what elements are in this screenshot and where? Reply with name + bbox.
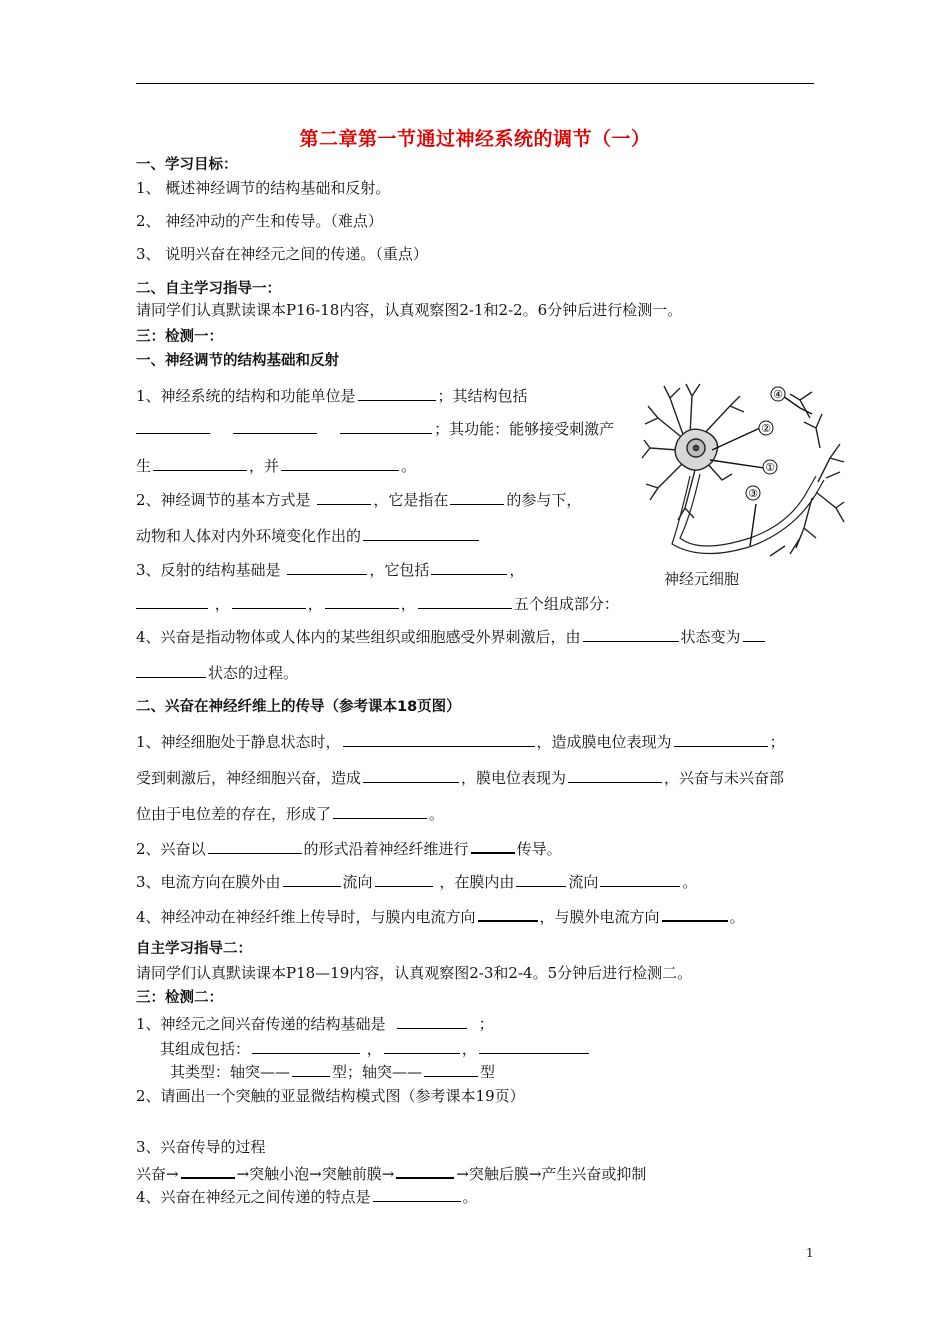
t2q3-text-b: →突触小泡→突触前膜→ — [236, 1165, 395, 1183]
q2-text-a: 2、神经调节的基本方式是 — [136, 491, 311, 509]
blank[interactable] — [363, 767, 459, 783]
question-3-line-2: ， ， ， 五个组成部分： — [136, 593, 619, 614]
guide2-heading: 自主学习指导二： — [136, 941, 252, 957]
blank[interactable] — [181, 1162, 235, 1179]
q1-text-d: 生 — [136, 457, 152, 475]
s2q1-text-b: ，造成膜电位表现为 — [536, 733, 672, 751]
blank[interactable] — [233, 418, 317, 434]
question-2-line-1 — [136, 489, 581, 510]
q3-text-a: 3、反射的结构基础是 — [136, 561, 281, 579]
q2-text-d: 动物和人体对内外环境变化作出的 — [136, 527, 362, 545]
blank[interactable] — [325, 593, 399, 609]
t2q1-text-c: 其组成包括： — [160, 1040, 251, 1058]
blank[interactable] — [232, 593, 306, 609]
top-rule — [136, 83, 814, 84]
blank[interactable] — [600, 871, 680, 887]
question-1-line-2 — [136, 418, 614, 439]
q1-text-e: ，并 — [249, 457, 280, 475]
question-1-line-3 — [136, 455, 416, 476]
q4-text-a: 4、兴奋是指动物体或人体内的某些组织或细胞感受外界刺激后，由 — [136, 628, 581, 646]
q1-text-f: 。 — [401, 457, 417, 475]
t2q1-text-h: 型 — [480, 1063, 496, 1081]
t2q1-text-e: ， — [461, 1040, 477, 1058]
s2q3-text-c: ，在膜内由 — [439, 873, 515, 891]
s2q4-text-b: ，与膜外电流方向 — [539, 908, 660, 926]
s2q2-text-b: 的形式沿着神经纤维进行 — [303, 840, 469, 858]
s2-question-1-line-3 — [136, 803, 444, 824]
t2q1-text-f: 其类型：轴突—— — [170, 1063, 291, 1081]
q1-text-a: 1、神经系统的结构和功能单位是 — [136, 387, 356, 405]
s2q3-text-b: 流向 — [342, 873, 373, 891]
t2-question-4 — [136, 1186, 478, 1207]
blank[interactable] — [373, 1186, 461, 1202]
blank[interactable] — [583, 626, 679, 642]
s2q3-text-e: 。 — [682, 873, 698, 891]
t2q3-text-a: 兴奋→ — [136, 1165, 179, 1183]
blank[interactable] — [674, 731, 768, 747]
t2q3-text-c: →突触后膜→产生兴奋或抑制 — [456, 1165, 647, 1183]
blank[interactable] — [281, 455, 399, 471]
callout-lines — [710, 394, 812, 546]
blank[interactable] — [431, 559, 507, 575]
blank[interactable] — [384, 1038, 460, 1054]
blank[interactable] — [743, 626, 765, 642]
page-title: 第二章第一节通过神经系统的调节（一） — [299, 128, 651, 150]
t2q4-text-b: 。 — [462, 1188, 478, 1206]
test1-heading: 三：检测一： — [136, 329, 223, 345]
t2-question-3-flow — [136, 1162, 646, 1184]
q3-text-d: 五个组成部分： — [513, 595, 619, 613]
s2q4-text-a: 4、神经冲动在神经纤维上传导时，与膜内电流方向 — [136, 908, 476, 926]
blank[interactable] — [568, 767, 662, 783]
blank[interactable] — [375, 871, 433, 887]
q4-text-b: 状态变为 — [680, 628, 741, 646]
t2q4-text-a: 4、兴奋在神经元之间传递的特点是 — [136, 1188, 371, 1206]
question-4-line-2 — [136, 662, 298, 683]
q2-text-b: ，它是指在 — [373, 491, 449, 509]
q2-text-c: 的参与下， — [506, 491, 582, 509]
blank[interactable] — [317, 489, 371, 505]
section1-heading: 一、神经调节的结构基础和反射 — [136, 353, 339, 369]
s2-question-1-line-2 — [136, 767, 784, 788]
guide2-text: 请同学们认真默读课本P18—19内容，认真观察图2-3和2-4。5分钟后进行检测二。 — [136, 964, 693, 982]
s2q1-text-f: ，兴奋与未兴奋部 — [664, 769, 785, 787]
guide1-heading: 二、自主学习指导一： — [136, 281, 281, 297]
question-3-line-1 — [136, 559, 524, 580]
question-4-line-1 — [136, 626, 767, 647]
blank[interactable] — [252, 1038, 360, 1054]
blank[interactable] — [208, 838, 302, 854]
goal-item-2: 2、 神经冲动的产生和传导。（难点） — [136, 212, 383, 230]
blank[interactable] — [333, 803, 427, 819]
blank[interactable] — [471, 837, 515, 854]
t2-question-3: 3、兴奋传导的过程 — [136, 1138, 266, 1156]
s2q1-text-c: ； — [769, 733, 785, 751]
q1-text-b: ；其结构包括 — [437, 387, 528, 405]
page-number: 1 — [806, 1246, 814, 1260]
label-4: ④ — [773, 388, 783, 401]
label-2: ② — [761, 422, 771, 435]
t2q1-text-b: ； — [478, 1015, 494, 1033]
goal-item-3: 3、 说明兴奋在神经元之间的传递。（重点） — [136, 245, 428, 263]
section2-heading: 二、兴奋在神经纤维上的传导（参考课本18页图） — [136, 699, 461, 715]
s2q4-text-c: 。 — [729, 908, 745, 926]
blank[interactable] — [397, 1013, 467, 1029]
blank[interactable] — [424, 1061, 478, 1077]
s2-question-3 — [136, 871, 697, 892]
t2-question-1-line-1 — [136, 1013, 494, 1034]
s2-question-2 — [136, 837, 562, 859]
goal-item-1: 1、 概述神经调节的结构基础和反射。 — [136, 179, 391, 197]
q3-text-c: ， — [509, 561, 525, 579]
question-2-line-2 — [136, 525, 481, 546]
test2-heading: 三：检测二： — [136, 990, 223, 1006]
figure-labels — [746, 387, 785, 500]
q1-text-c: ；其功能：能够接受刺激产 — [434, 420, 615, 438]
t2-question-2: 2、请画出一个突触的亚显微结构模式图（参考课本19页） — [136, 1087, 525, 1105]
s2-question-4 — [136, 905, 745, 927]
blank[interactable] — [662, 905, 728, 922]
guide1-text: 请同学们认真默读课本P16-18内容，认真观察图2-1和2-2。6分钟后进行检测一。 — [136, 301, 683, 319]
t2q1-text-d: ， — [366, 1040, 382, 1058]
t2-question-1-line-2 — [160, 1038, 591, 1059]
label-1: ① — [765, 461, 775, 474]
q4-text-c: 状态的过程。 — [208, 664, 299, 682]
blank[interactable] — [283, 871, 341, 887]
s2q2-text-a: 2、兴奋以 — [136, 840, 206, 858]
blank[interactable] — [343, 731, 535, 747]
q3-text-b: ，它包括 — [369, 561, 430, 579]
t2q1-text-g: 型；轴突—— — [332, 1063, 423, 1081]
blank[interactable] — [153, 455, 247, 471]
neuron-diagram — [640, 378, 845, 568]
s2-question-1-line-1 — [136, 731, 785, 752]
neuron-drawing — [642, 384, 844, 556]
blank[interactable] — [292, 1061, 330, 1077]
s2q3-text-a: 3、电流方向在膜外由 — [136, 873, 281, 891]
s2q1-text-d: 受到刺激后，神经细胞兴奋，造成 — [136, 769, 362, 787]
question-1-line-1 — [136, 385, 528, 406]
s2q1-text-g: 位由于电位差的存在，形成了 — [136, 805, 332, 823]
s2q1-text-e: ，膜电位表现为 — [461, 769, 567, 787]
blank[interactable] — [450, 489, 504, 505]
blank[interactable] — [363, 525, 479, 541]
blank[interactable] — [340, 418, 432, 434]
s2q1-text-h: 。 — [429, 805, 445, 823]
blank[interactable] — [136, 662, 206, 678]
label-3: ③ — [748, 487, 758, 500]
blank[interactable] — [136, 593, 208, 609]
s2q2-text-c: 传导。 — [516, 840, 562, 858]
blank[interactable] — [396, 1162, 454, 1179]
t2q1-text-a: 1、神经元之间兴奋传递的结构基础是 — [136, 1015, 386, 1033]
t2-question-1-line-3 — [170, 1061, 495, 1082]
blank[interactable] — [516, 871, 566, 887]
blank[interactable] — [479, 1038, 589, 1054]
s2q1-text-a: 1、神经细胞处于静息状态时， — [136, 733, 341, 751]
blank[interactable] — [287, 559, 367, 575]
figure-caption: 神经元细胞 — [664, 570, 740, 588]
blank[interactable] — [418, 593, 512, 609]
blank[interactable] — [478, 905, 538, 922]
blank[interactable] — [358, 385, 436, 401]
goals-heading: 一、学习目标： — [136, 157, 238, 173]
blank[interactable] — [136, 418, 210, 434]
s2q3-text-d: 流向 — [568, 873, 599, 891]
